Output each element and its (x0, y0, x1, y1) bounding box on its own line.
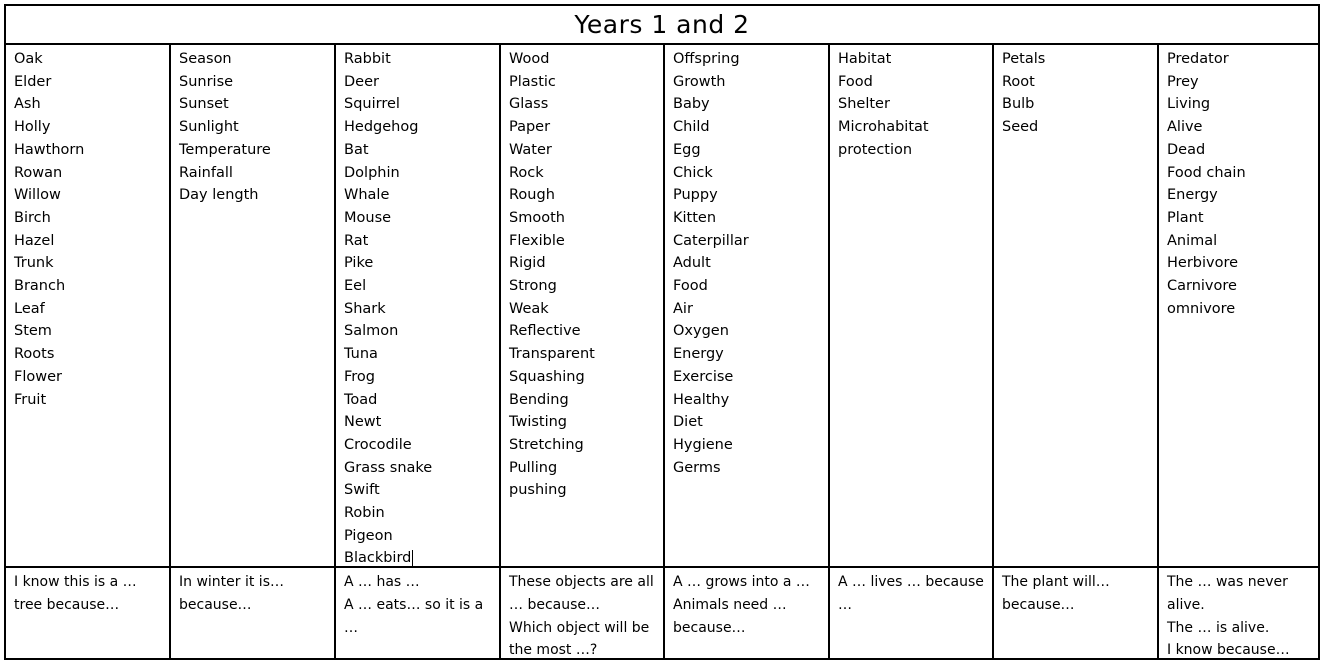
table-header-row (6, 6, 1318, 45)
sentence-stem: A … lives … because … (838, 574, 984, 613)
sentence-stem-cell-7 (994, 568, 1159, 660)
vocabulary-word: Seed (1002, 119, 1039, 136)
vocabulary-word: Growth (673, 73, 726, 90)
vocabulary-word: pushing (509, 482, 567, 499)
vocabulary-word: Healthy (673, 391, 730, 408)
word-column-4 (501, 45, 665, 566)
vocabulary-word: Adult (673, 255, 711, 272)
sentence-stem: I know because… (1167, 642, 1290, 659)
vocabulary-word: Plant (1167, 209, 1204, 226)
vocabulary-word: Shelter (838, 96, 890, 113)
vocabulary-word: Transparent (509, 346, 595, 363)
vocabulary-word: Wood (509, 51, 550, 67)
vocabulary-word: Swift (344, 482, 380, 499)
vocabulary-word: Rock (509, 164, 544, 181)
vocabulary-word: Offspring (673, 51, 740, 67)
vocabulary-word: Oxygen (673, 323, 729, 340)
sentence-stem: I know this is a … tree because… (14, 574, 137, 613)
vocabulary-word: Deer (344, 73, 379, 90)
sentence-stem-cell-8 (1159, 568, 1318, 660)
vocabulary-word: Glass (509, 96, 549, 113)
vocabulary-word: Habitat (838, 51, 892, 67)
vocabulary-table (4, 4, 1320, 660)
vocabulary-word: Stretching (509, 436, 584, 453)
vocabulary-word: Smooth (509, 209, 565, 226)
sentence-stem: A … grows into a … (673, 574, 810, 590)
vocabulary-word: Hedgehog (344, 119, 419, 136)
vocabulary-word: Day length (179, 187, 259, 204)
vocabulary-word: Hazel (14, 232, 55, 249)
vocabulary-word: Dead (1167, 141, 1206, 158)
vocabulary-word: Pike (344, 255, 374, 272)
vocabulary-word: Root (1002, 73, 1035, 90)
vocabulary-word: Hawthorn (14, 141, 85, 158)
vocabulary-word: Trunk (14, 255, 54, 272)
sentence-stem-cell-3 (336, 568, 501, 660)
vocabulary-word: Rowan (14, 164, 63, 181)
sentence-stem: In winter it is…because… (179, 574, 284, 613)
vocabulary-word: Water (509, 141, 552, 158)
vocabulary-word: Food (673, 278, 708, 295)
sentence-stem: The … is alive. (1167, 619, 1270, 636)
sentence-stems-row (6, 568, 1318, 660)
vocabulary-word: Oak (14, 51, 43, 67)
word-column-1 (6, 45, 171, 566)
vocabulary-word: Birch (14, 209, 51, 226)
word-column-6 (830, 45, 994, 566)
vocabulary-word: Squashing (509, 368, 585, 385)
vocabulary-word: Newt (344, 414, 382, 431)
vocabulary-word: Food (838, 73, 873, 90)
vocabulary-word: Flexible (509, 232, 565, 249)
vocabulary-word: Living (1167, 96, 1211, 113)
vocabulary-word: Hygiene (673, 436, 733, 453)
vocabulary-word: Diet (673, 414, 703, 431)
word-column-7 (994, 45, 1159, 566)
vocabulary-word: Elder (14, 73, 52, 90)
sentence-stem-cell-5 (665, 568, 830, 660)
vocabulary-word: Caterpillar (673, 232, 749, 249)
vocabulary-words-row (6, 45, 1318, 568)
vocabulary-word: Prey (1167, 73, 1199, 90)
vocabulary-word: Rough (509, 187, 555, 204)
sentence-stem-cell-2 (171, 568, 336, 660)
vocabulary-word: Petals (1002, 51, 1046, 67)
vocabulary-word: Fruit (14, 391, 47, 408)
vocabulary-word: Rigid (509, 255, 546, 272)
vocabulary-word: Mouse (344, 209, 392, 226)
vocabulary-word: Eel (344, 278, 367, 295)
vocabulary-word: Temperature (179, 141, 271, 158)
sentence-stem-cell-6 (830, 568, 994, 660)
word-column-5 (665, 45, 830, 566)
vocabulary-word: Chick (673, 164, 713, 181)
vocabulary-word: Pulling (509, 459, 558, 476)
vocabulary-word: Rabbit (344, 51, 391, 67)
vocabulary-word: Grass snake (344, 459, 433, 476)
vocabulary-word: omnivore (1167, 300, 1236, 317)
vocabulary-word: Flower (14, 368, 62, 385)
vocabulary-word: Microhabitat (838, 119, 929, 136)
vocabulary-word: Baby (673, 96, 710, 113)
word-column-2 (171, 45, 336, 566)
vocabulary-word: Bending (509, 391, 569, 408)
vocabulary-word: Exercise (673, 368, 734, 385)
vocabulary-word: Frog (344, 368, 376, 385)
vocabulary-word: Twisting (509, 414, 568, 431)
word-column-3 (336, 45, 501, 566)
vocabulary-word: protection (838, 141, 913, 158)
vocabulary-word: Blackbird (344, 550, 412, 567)
vocabulary-word: Dolphin (344, 164, 400, 181)
vocabulary-word: Sunlight (179, 119, 239, 136)
vocabulary-word: Shark (344, 300, 386, 317)
text-cursor (412, 550, 413, 566)
vocabulary-word: Carnivore (1167, 278, 1237, 295)
vocabulary-word: Reflective (509, 323, 581, 340)
sentence-stem-cell-1 (6, 568, 171, 660)
sentence-stem: Which object will be the most …? (509, 619, 650, 659)
vocabulary-word: Weak (509, 300, 549, 317)
vocabulary-word: Food chain (1167, 164, 1246, 181)
table-title: Years 1 and 2 (574, 10, 750, 39)
sentence-stem: The plant will…because… (1002, 574, 1110, 613)
sentence-stem: A … eats… so it is a … (344, 596, 484, 636)
vocabulary-word: Germs (673, 459, 721, 476)
vocabulary-word: Bat (344, 141, 369, 158)
word-column-8 (1159, 45, 1318, 566)
vocabulary-word: Holly (14, 119, 51, 136)
vocabulary-word: Puppy (673, 187, 718, 204)
vocabulary-word: Willow (14, 187, 61, 204)
vocabulary-word: Roots (14, 346, 55, 363)
vocabulary-word: Energy (673, 346, 724, 363)
sentence-stem: The … was never alive. (1167, 574, 1288, 613)
vocabulary-word: Squirrel (344, 96, 400, 113)
vocabulary-word: Animal (1167, 232, 1218, 249)
sentence-stem: A … has … (344, 574, 420, 590)
vocabulary-word: Plastic (509, 73, 556, 90)
vocabulary-word: Tuna (344, 346, 378, 363)
vocabulary-word: Rat (344, 232, 369, 249)
vocabulary-word: Pigeon (344, 527, 393, 544)
vocabulary-word: Whale (344, 187, 390, 204)
vocabulary-word: Robin (344, 505, 385, 522)
vocabulary-word: Stem (14, 323, 52, 340)
vocabulary-word: Alive (1167, 119, 1203, 136)
vocabulary-word: Energy (1167, 187, 1218, 204)
vocabulary-word: Predator (1167, 51, 1229, 67)
vocabulary-word: Strong (509, 278, 557, 295)
vocabulary-word: Crocodile (344, 436, 412, 453)
vocabulary-word: Salmon (344, 323, 399, 340)
vocabulary-word: Toad (344, 391, 378, 408)
vocabulary-word: Bulb (1002, 96, 1035, 113)
vocabulary-word: Air (673, 300, 693, 317)
vocabulary-word: Kitten (673, 209, 717, 226)
vocabulary-word: Child (673, 119, 710, 136)
vocabulary-word: Ash (14, 96, 41, 113)
sentence-stem: These objects are all … because… (509, 574, 654, 613)
sentence-stem: Animals need … because… (673, 596, 787, 636)
vocabulary-word: Paper (509, 119, 551, 136)
vocabulary-word: Herbivore (1167, 255, 1239, 272)
vocabulary-word: Leaf (14, 300, 45, 317)
vocabulary-word: Branch (14, 278, 66, 295)
vocabulary-word: Season (179, 51, 232, 67)
vocabulary-word: Rainfall (179, 164, 233, 181)
vocabulary-word: Sunrise (179, 73, 234, 90)
sentence-stem-cell-4 (501, 568, 665, 660)
vocabulary-word: Sunset (179, 96, 229, 113)
vocabulary-word: Egg (673, 141, 701, 158)
